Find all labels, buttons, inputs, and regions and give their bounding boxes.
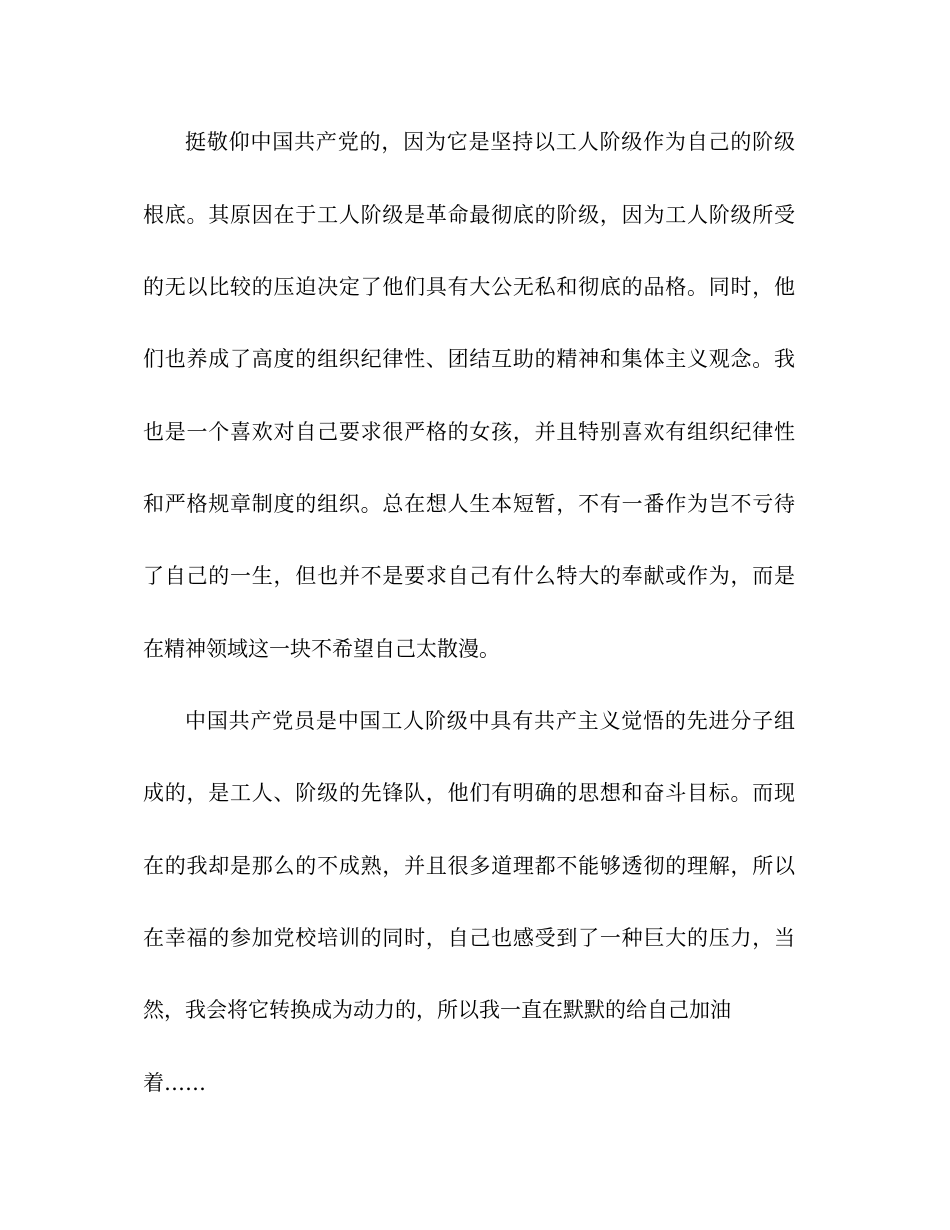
- paragraph-1-line-7: 了自己的一生，但也并不是要求自己有什么特大的奉献或作为，而是: [143, 564, 795, 588]
- paragraph-2-line-1: 中国共产党员是中国工人阶级中具有共产主义觉悟的先进分子组: [185, 709, 795, 733]
- paragraph-1-line-6: 和严格规章制度的组织。总在想人生本短暂，不有一番作为岂不亏待: [143, 492, 795, 516]
- paragraph-1-line-1: 挺敬仰中国共产党的，因为它是坚持以工人阶级作为自己的阶级: [185, 130, 795, 154]
- paragraph-2-line-5: 然，我会将它转换成为动力的，所以我一直在默默的给自己加油: [143, 998, 731, 1022]
- paragraph-1-line-3: 的无以比较的压迫决定了他们具有大公无私和彻底的品格。同时，他: [143, 275, 795, 299]
- paragraph-1-line-5: 也是一个喜欢对自己要求很严格的女孩，并且特别喜欢有组织纪律性: [143, 420, 795, 444]
- paragraph-2-line-2: 成的，是工人、阶级的先锋队，他们有明确的思想和奋斗目标。而现: [143, 781, 795, 805]
- paragraph-1-line-2: 根底。其原因在于工人阶级是革命最彻底的阶级，因为工人阶级所受: [143, 203, 795, 227]
- paragraph-2-line-3: 在的我却是那么的不成熟，并且很多道理都不能够透彻的理解，所以: [143, 854, 795, 878]
- paragraph-2-line-6: 着……: [143, 1071, 206, 1095]
- paragraph-2-line-4: 在幸福的参加党校培训的同时，自己也感受到了一种巨大的压力，当: [143, 926, 795, 950]
- paragraph-1-line-8: 在精神领域这一块不希望自己太散漫。: [143, 637, 500, 661]
- paragraph-1-line-4: 们也养成了高度的组织纪律性、团结互助的精神和集体主义观念。我: [143, 347, 795, 371]
